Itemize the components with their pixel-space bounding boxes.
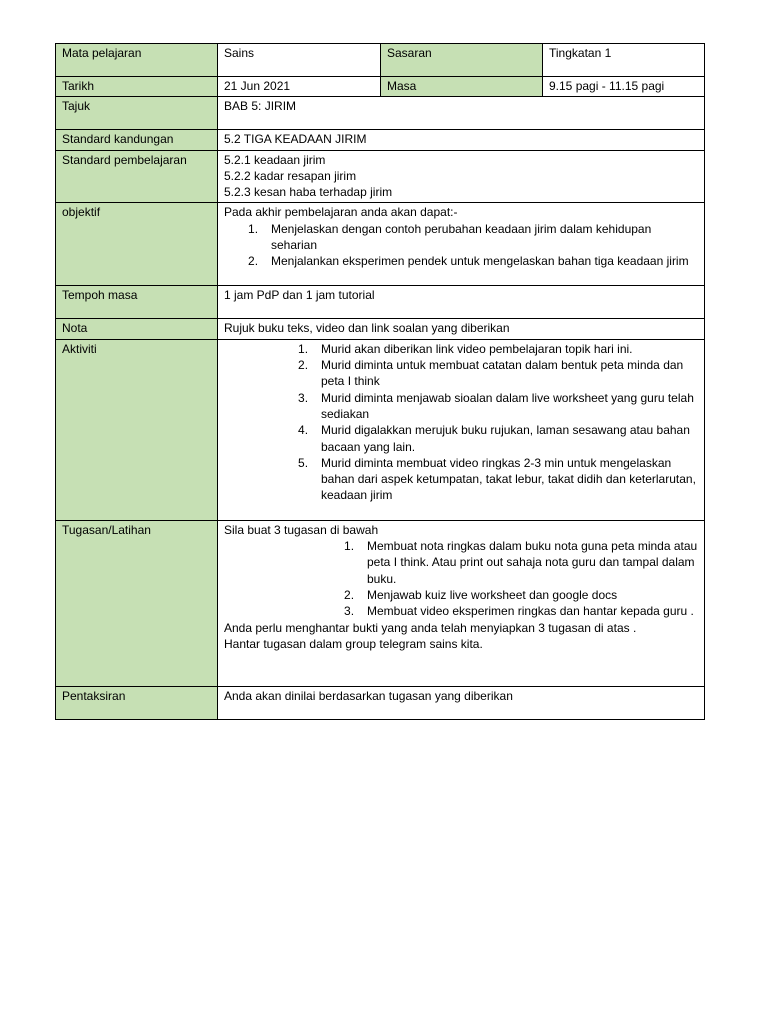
row-aktiviti [56, 339, 705, 520]
time-value: 9.15 pagi - 11.15 pagi [543, 77, 705, 97]
list-item: Membuat nota ringkas dalam buku nota guna peta minda atau peta I think. Atau print out sahaja nota guru dan tampal dalam buku. [367, 539, 698, 586]
aktiviti-value [218, 339, 705, 520]
sp-item: 5.2.1 keadaan jirim [224, 152, 326, 167]
row-tempoh [56, 286, 705, 319]
row-date [56, 77, 705, 97]
row-tugasan [56, 520, 705, 686]
tugasan-note: Anda perlu menghantar bukti yang anda telah menyiapkan 3 tugasan di atas . [224, 620, 637, 635]
sk-value: 5.2 TIGA KEADAAN JIRIM [218, 130, 705, 150]
tugasan-value [218, 520, 705, 686]
list-item: Murid digalakkan merujuk buku rujukan, laman sesawang atau bahan bacaan yang lain. [321, 423, 690, 454]
target-label: Sasaran [381, 44, 543, 77]
list-item: Murid diminta untuk membuat catatan dalam bentuk peta minda dan peta I think [321, 358, 684, 389]
row-nota [56, 319, 705, 339]
tugasan-note: Hantar tugasan dalam group telegram sains kita. [224, 636, 483, 651]
subject-label: Mata pelajaran [56, 44, 218, 77]
sp-item: 5.2.3 kesan haba terhadap jirim [224, 185, 393, 200]
date-value: 21 Jun 2021 [218, 77, 381, 97]
nota-value: Rujuk buku teks, video dan link soalan yang diberikan [218, 319, 705, 339]
row-pentaksiran [56, 686, 705, 719]
row-subject [56, 44, 705, 77]
tajuk-label: Tajuk [56, 97, 218, 130]
row-standard-pembelajaran [56, 150, 705, 203]
sp-item: 5.2.2 kadar resapan jirim [224, 168, 357, 183]
subject-value: Sains [218, 44, 381, 77]
tempoh-value: 1 jam PdP dan 1 jam tutorial [218, 286, 705, 319]
objektif-list [271, 221, 698, 270]
aktiviti-list [321, 341, 698, 504]
tugasan-label: Tugasan/Latihan [56, 520, 218, 686]
pentaksiran-value: Anda akan dinilai berdasarkan tugasan yang diberikan [218, 686, 705, 719]
row-objektif [56, 203, 705, 286]
objektif-intro: Pada akhir pembelajaran anda akan dapat:- [224, 205, 458, 220]
date-label: Tarikh [56, 77, 218, 97]
tajuk-value: BAB 5: JIRIM [218, 97, 705, 130]
objektif-label: objektif [56, 203, 218, 286]
tugasan-list [367, 538, 698, 619]
objektif-value [218, 203, 705, 286]
sp-value [218, 150, 705, 203]
tugasan-intro: Sila buat 3 tugasan di bawah [224, 522, 379, 537]
pentaksiran-label: Pentaksiran [56, 686, 218, 719]
sp-label: Standard pembelajaran [56, 150, 218, 203]
list-item: Menjalankan eksperimen pendek untuk mengelaskan bahan tiga keadaan jirim [271, 254, 689, 269]
list-item: Membuat video eksperimen ringkas dan hantar kepada guru . [367, 604, 694, 619]
row-standard-kandungan [56, 130, 705, 150]
list-item: Murid akan diberikan link video pembelajaran topik hari ini. [321, 341, 633, 356]
time-label: Masa [381, 77, 543, 97]
list-item: Murid diminta membuat video ringkas 2-3 min untuk mengelaskan bahan dari aspek ketumpatan, takat lebur, takat didih dan keterlarutan, keadaan jirim [321, 455, 696, 503]
row-tajuk [56, 97, 705, 130]
tempoh-label: Tempoh masa [56, 286, 218, 319]
aktiviti-label: Aktiviti [56, 339, 218, 520]
list-item: Menjawab kuiz live worksheet dan google docs [367, 587, 618, 602]
list-item: Murid diminta menjawab sioalan dalam live worksheet yang guru telah sediakan [321, 390, 694, 421]
nota-label: Nota [56, 319, 218, 339]
sk-label: Standard kandungan [56, 130, 218, 150]
lesson-plan-table [55, 43, 705, 720]
target-value: Tingkatan 1 [543, 44, 705, 77]
list-item: Menjelaskan dengan contoh perubahan keadaan jirim dalam kehidupan seharian [271, 221, 652, 253]
